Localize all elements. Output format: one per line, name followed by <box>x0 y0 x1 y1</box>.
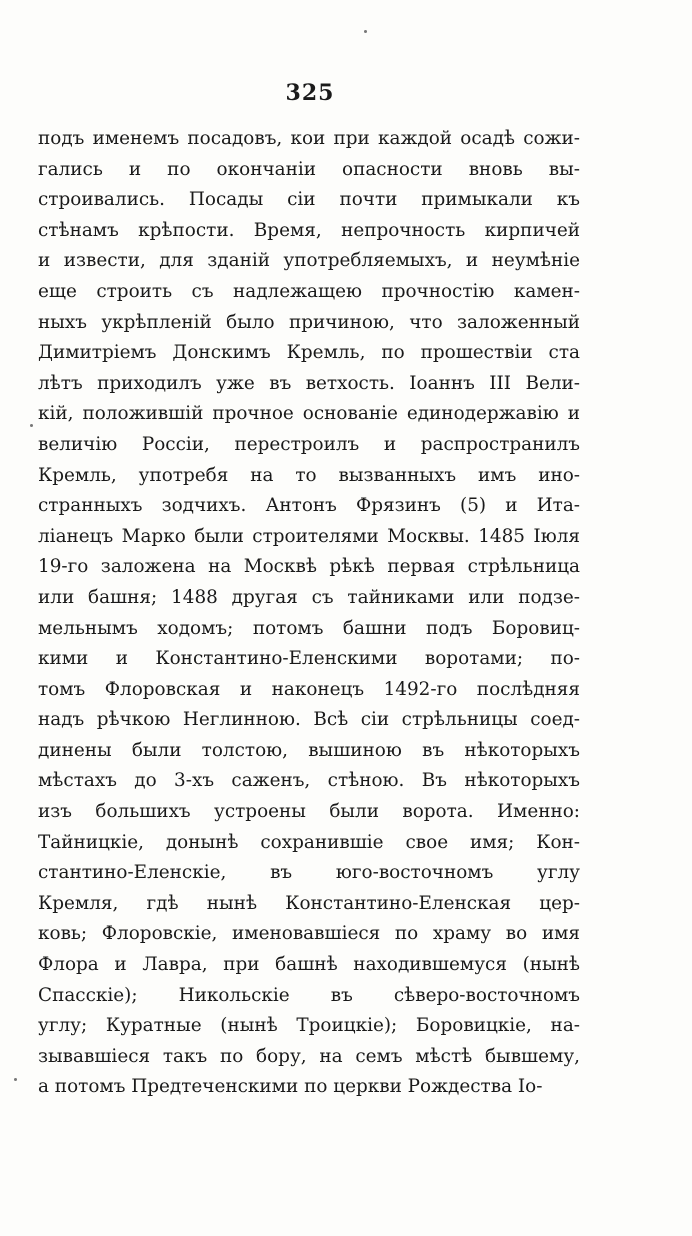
text-line: ковь; Флоровскіе, именовавшіеся по храму во имя <box>38 923 580 945</box>
text-line: динены были толстою, вышиною въ нѣкоторыхъ <box>38 739 580 761</box>
text-line: стантино-Еленскіе, въ юго-восточномъ углу <box>38 862 580 884</box>
text-line: ныхъ укрѣпленій было причиною, что заложенный <box>38 311 580 333</box>
text-line: ліанецъ Марко были строителями Москвы. 1485 Іюля <box>38 525 580 547</box>
text-line: 19-го заложена на Москвѣ рѣкѣ первая стрѣльница <box>38 556 580 578</box>
text-line: величію Россіи, перестроилъ и распространилъ <box>38 433 580 455</box>
text-line: а потомъ Предтеченскими по церкви Рождества Іо- <box>38 1076 543 1098</box>
text-line: стѣнамъ крѣпости. Время, непрочность кирпичей <box>38 219 580 241</box>
text-line: зывавшіеся такъ по бору, на семъ мѣстѣ бывшему, <box>38 1045 580 1067</box>
text-line: Кремль, употребя на то вызванныхъ имъ ино- <box>38 464 580 486</box>
text-line: еще строить съ надлежащею прочностію камен- <box>38 280 580 302</box>
text-line: или башня; 1488 другая съ тайниками или подзе- <box>38 586 580 608</box>
text-line: кими и Константино-Еленскими воротами; по- <box>38 648 580 670</box>
page-number: 325 <box>285 80 335 106</box>
text-line: лѣтъ приходилъ уже въ ветхость. Іоаннъ III Вели- <box>38 372 580 394</box>
text-line: надъ рѣчкою Неглинною. Всѣ сіи стрѣльницы соед- <box>38 709 580 731</box>
text-line: изъ большихъ устроены были ворота. Именно: <box>38 801 580 823</box>
text-line: и извести, для зданій употребляемыхъ, и неумѣніе <box>38 250 580 272</box>
text-line: странныхъ зодчихъ. Антонъ Фрязинъ (5) и Ита- <box>38 495 580 517</box>
speck-left-upper <box>30 424 33 427</box>
text-line: Кремля, гдѣ нынѣ Константино-Еленская цер- <box>38 892 580 914</box>
text-line: подъ именемъ посадовъ, кои при каждой осадѣ сожи- <box>38 128 580 149</box>
text-line: Тайницкіе, донынѣ сохранившіе свое имя; Кон- <box>38 831 580 853</box>
text-line: углу; Куратные (нынѣ Троицкіе); Боровицкіе, на- <box>38 1015 580 1037</box>
text-line: мѣстахъ до 3-хъ саженъ, стѣною. Въ нѣкоторыхъ <box>38 770 580 792</box>
speck-top <box>364 30 367 33</box>
text-line: томъ Флоровская и наконецъ 1492-го послѣдняя <box>38 678 580 700</box>
speck-left-lower <box>14 1078 17 1081</box>
text-line: гались и по окончаніи опасности вновь вы- <box>38 158 580 180</box>
text-line: Димитріемъ Донскимъ Кремль, по прошествіи ста <box>38 342 580 364</box>
text-line: строивались. Посады сіи почти примыкали къ <box>38 189 580 211</box>
text-line: Флора и Лавра, при башнѣ находившемуся (нынѣ <box>38 954 580 976</box>
text-line: кій, положившій прочное основаніе единодержавію и <box>38 403 580 425</box>
text-line: мельнымъ ходомъ; потомъ башни подъ Боровиц- <box>38 617 580 639</box>
text-line: Спасскіе); Никольскіе въ сѣверо-восточномъ <box>38 984 580 1006</box>
body-text <box>38 124 580 1103</box>
